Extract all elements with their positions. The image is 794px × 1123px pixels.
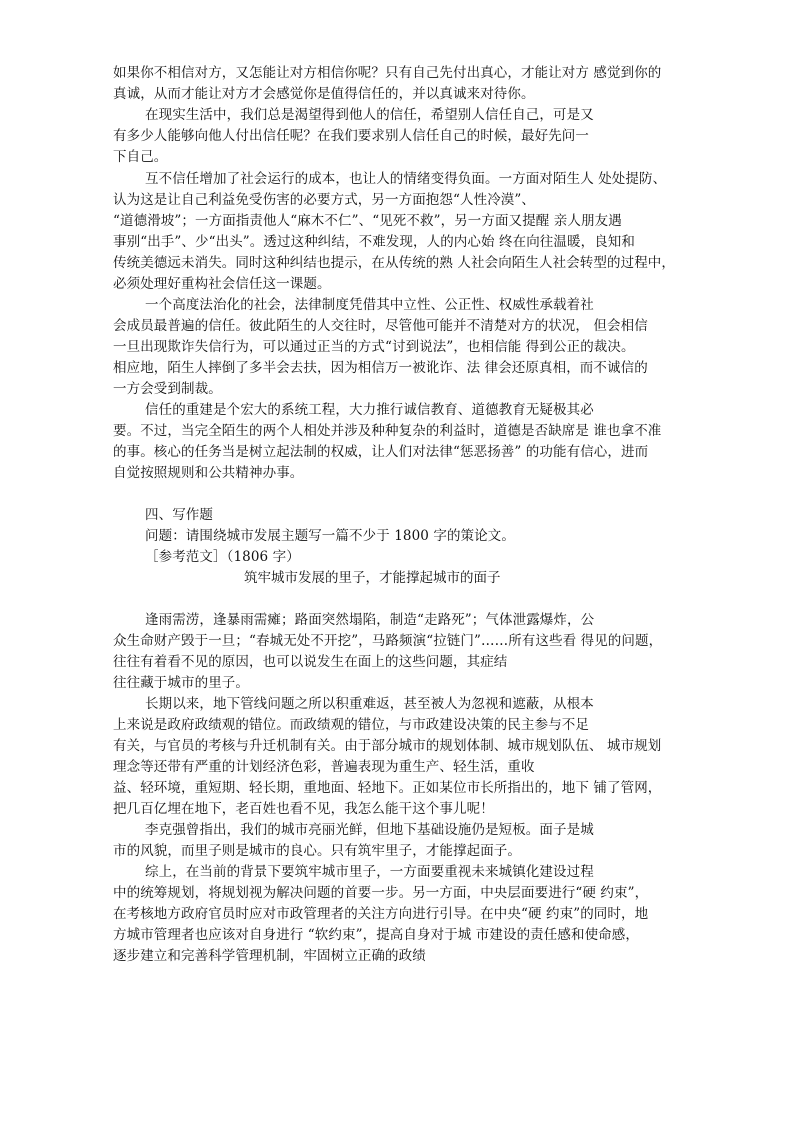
text-line: 方城市管理者也应该对自身进行 “软约束”，提高自身对于城 市建设的责任感和使命感， [113,927,639,943]
text-line: 真诚，从而才能让对方才会感觉你是值得信任的，并以真诚来对待你。 [113,86,535,102]
text-line: 综上，在当前的背景下要筑牢城市里子，一方面要重视未来城镇化建设过程 [145,864,594,880]
text-line: 逢雨需涝，逢暴雨需瘫；路面突然塌陷，制造“走路死”；气体泄露爆炸，公 [145,612,595,628]
text-line: 一旦出现欺诈失信行为，可以通过正当的方式“讨到说法”，也相信能 得到公正的裁决。 [113,339,635,355]
text-line: 如果你不相信对方，又怎能让对方相信你呢？只有自己先付出真心，才能让对方 感觉到你的 [113,65,662,81]
text-line: 一方会受到制裁。 [113,381,222,397]
text-line: 要。不过，当完全陌生的两个人相处并涉及种种复杂的利益时，道德是否缺席是 谁也拿不准 [113,423,662,439]
text-line: 众生命财产毁于一旦；“春城无处不开挖”，马路频演“拉链门”……所有这些看 得见的问题， [113,633,663,649]
text-line: 必须处理好重构社会信任这一课题。 [113,276,331,292]
text-line: 市的风貌，而里子则是城市的良心。只有筑牢里子，才能撑起面子。 [113,843,521,859]
text-line: 事别“出手”、少“出头”。透过这种纠结，不难发现，人的内心始 终在向往温暖，良知和 [113,234,635,250]
text-line: 往往有着看不见的原因，也可以说发生在面上的这些问题，其症结 [113,654,508,670]
text-line: 在现实生活中，我们总是渴望得到他人的信任，希望别人信任自己，可是又 [145,107,594,123]
text-line: 自觉按照规则和公共精神办事。 [113,465,304,481]
text-line: 在考核地方政府官员时应对市政管理者的关注方向进行引导。在中央“硬 约束”的同时，地 [113,906,649,922]
text-line: 认为这是让自己利益免受伤害的必要方式，另一方面抱怨“人性冷漠”、 [113,192,536,208]
text-line: 往往藏于城市的里子。 [113,675,249,691]
question-text: 问题：请围绕城市发展主题写一篇不少于 1800 字的策论文。 [145,528,515,544]
text-line: 有关，与官员的考核与升迁机制有关。由于部分城市的规划体制、城市规划队伍、 城市规划 [113,738,662,754]
text-line: 会成员最普遍的信任。彼此陌生的人交往时，尽管他可能并不清楚对方的状况， 但会相信 [113,318,648,334]
text-line: 有多少人能够向他人付出信任呢？在我们要求别人信任自己的时候，最好先问一 [113,128,589,144]
text-line: 的事。核心的任务当是树立起法制的权威，让人们对法律“惩恶扬善” 的功能有信心，进而 [113,444,649,460]
text-line: “道德滑坡”；一方面指责他人“麻木不仁”、“见死不救”，另一方面又提醒 亲人朋友遇 [113,213,622,229]
essay-title: 筑牢城市发展的里子，才能撑起城市的面子 [244,570,501,586]
text-line: 长期以来，地下管线问题之所以积重难返，甚至被人为忽视和遮蔽，从根本 [145,696,594,712]
text-line: 下自己。 [113,149,168,165]
text-line: 信任的重建是个宏大的系统工程，大力推行诚信教育、道德教育无疑极其必 [145,402,594,418]
text-line: 李克强曾指出，我们的城市亮丽光鲜，但地下基础设施仍是短板。面子是城 [145,822,594,838]
text-line: 传统美德远未消失。同时这种纠结也提示，在从传统的熟 人社会向陌生人社会转型的过程中， [113,255,675,271]
text-line: 把几百亿埋在地下，老百姓也看不见，我怎么能干这个事儿呢！ [113,801,494,817]
text-line: 上来说是政府政绩观的错位。而政绩观的错位，与市政建设决策的民主参与不足 [113,717,589,733]
text-line: 益、轻环境，重短期、轻长期，重地面、轻地下。正如某位市长所指出的，地下 铺了管网， [113,780,662,796]
text-line: 互不信任增加了社会运行的成本，也让人的情绪变得负面。一方面对陌生人 处处提防、 [145,171,667,187]
text-line: 逐步建立和完善科学管理机制，牢固树立正确的政绩 [113,948,426,964]
text-line: 中的统筹规划，将规划视为解决问题的首要一步。另一方面，中央层面要进行“硬 约束”， [113,885,649,901]
section-heading: 四、写作题 [145,507,213,523]
text-line: 相应地，陌生人摔倒了多半会去扶，因为相信万一被讹诈、法 律会还原真相，而不诚信的 [113,360,648,376]
text-line: 理念等还带有严重的计划经济色彩，普遍表现为重生产、轻生活，重收 [113,759,535,775]
text-line: 一个高度法治化的社会，法律制度凭借其中立性、公正性、权威性承载着社 [145,297,594,313]
reference-label: ［参考范文］（1806 字） [145,549,300,565]
